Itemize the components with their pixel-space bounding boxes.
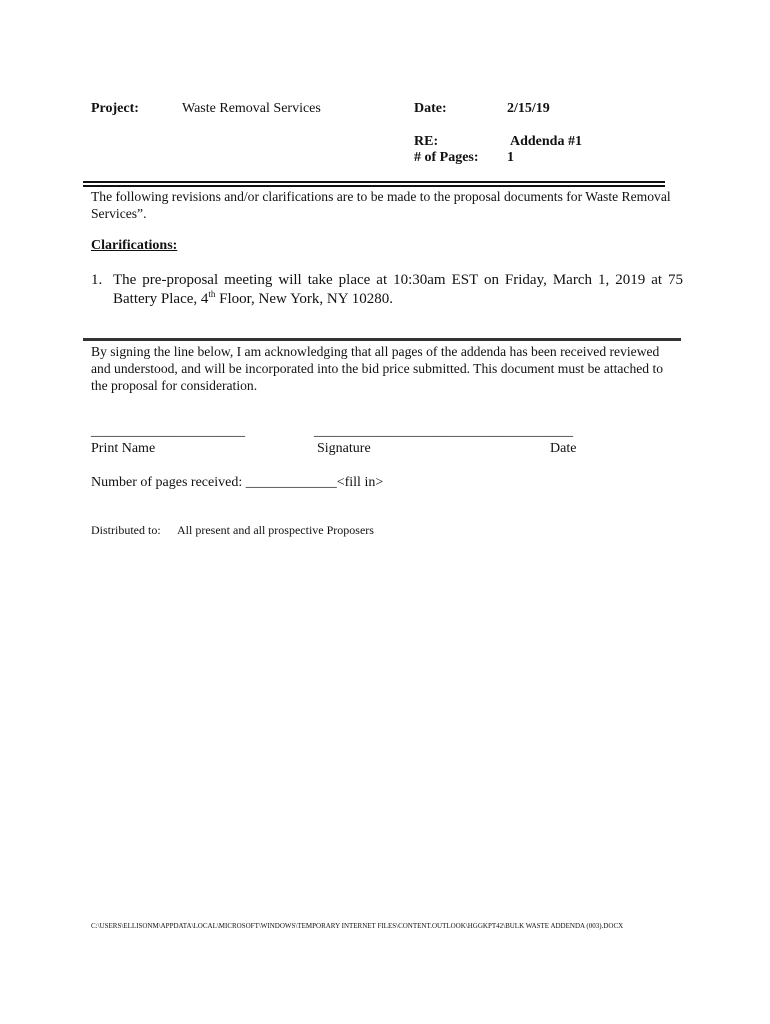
print-name-label: Print Name [91, 441, 156, 456]
ordinal-superscript: th [208, 289, 216, 299]
acknowledgement-paragraph: By signing the line below, I am acknowledging that all pages of the addenda has been received reviewed and understood, and will be incorporated into the bid price submitted. This document must be attached to the proposal for consideration. [91, 344, 664, 393]
print-name-line[interactable]: ______________________ [91, 424, 245, 439]
distributed-to-value: All present and all prospective Proposers [177, 523, 374, 537]
header-divider-bottom [83, 185, 665, 187]
re-value: Addenda #1 [510, 134, 582, 149]
signature-label: Signature [317, 441, 371, 456]
project-value: Waste Removal Services [182, 101, 321, 116]
section-divider [83, 338, 681, 341]
pages-value: 1 [507, 150, 514, 165]
project-label: Project: [91, 101, 139, 116]
distributed-to-label: Distributed to: [91, 523, 161, 537]
date-label: Date: [414, 101, 447, 116]
intro-paragraph: The following revisions and/or clarifications are to be made to the proposal documents for Waste Removal Services”. [91, 189, 671, 221]
re-label: RE: [414, 134, 439, 149]
pages-received-field[interactable]: Number of pages received: _____________<fill in> [91, 475, 384, 490]
clarifications-heading: Clarifications: [91, 238, 178, 253]
item-number: 1. [91, 272, 103, 288]
signature-line[interactable]: _____________________________________ [314, 424, 573, 439]
date-value: 2/15/19 [507, 101, 550, 116]
item-text: The pre-proposal meeting will take place at 10:30am EST on Friday, March 1, 2019 at 75 Battery Place, 4th Floor, New York, NY 10280. [113, 272, 683, 307]
date-sign-label: Date [550, 441, 577, 456]
pages-label: # of Pages: [414, 150, 479, 165]
header-divider-top [83, 181, 665, 183]
file-path-footer: C:\USERS\ELLISONM\APPDATA\LOCAL\MICROSOFT\WINDOWS\TEMPORARY INTERNET FILES\CONTENT.OUTLOOK\HGGKPT42\BULK WASTE ADDENDA (003).DOCX [91, 922, 624, 930]
